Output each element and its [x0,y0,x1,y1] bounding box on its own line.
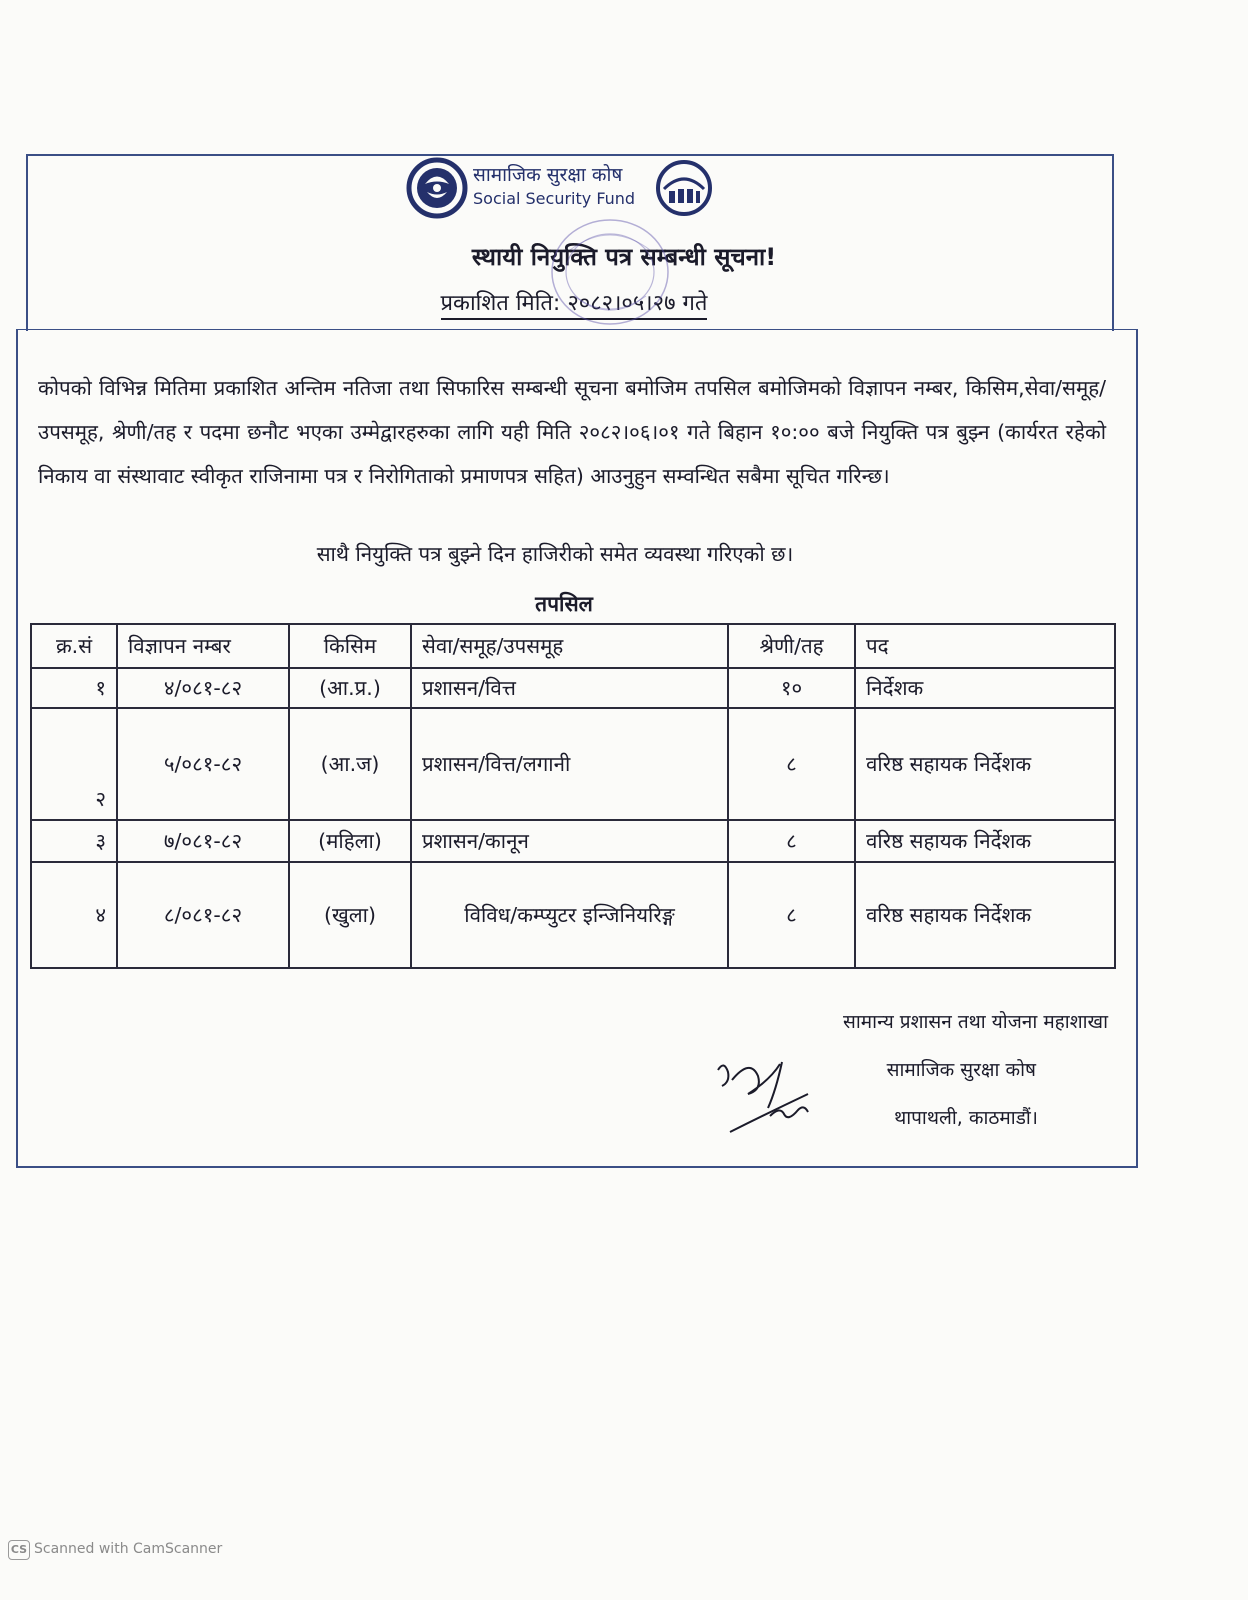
issuer-division: सामान्य प्रशासन तथा योजना महाशाखा [843,1011,1108,1033]
ssf-emblem-icon [405,157,471,219]
cell-serial: १ [31,668,117,708]
scanner-watermark-text: Scanned with CamScanner [34,1541,223,1557]
cell-ad-number: ७/०८१-८२ [117,820,289,862]
cell-ad-number: ८/०८१-८२ [117,862,289,968]
col-header-level: श्रेणी/तह [728,624,855,668]
col-header-service-group: सेवा/समूह/उपसमूह [411,624,728,668]
cell-service-group: प्रशासन/कानून [411,820,728,862]
cell-post: निर्देशक [855,668,1115,708]
cell-post: वरिष्ठ सहायक निर्देशक [855,862,1115,968]
handwritten-signature-icon [710,1050,820,1140]
published-date-text: प्रकाशित मिति: २०८२।०५।२७ गते [441,291,708,320]
cell-serial: ३ [31,820,117,862]
cell-type: (महिला) [289,820,411,862]
org-name-english: Social Security Fund [473,189,636,208]
notice-paragraph: कोपको विभिन्न मितिमा प्रकाशित अन्तिम नतिजा तथा सिफारिस सम्बन्धी सूचना बमोजिम तपसिल बमोजिमको विज्ञापन नम्बर, किसिम,सेवा/समूह/उपसमूह, श्रेणी/तह र पदमा छनौट भएका उम्मेद्वारहरुका लागि यही मिति २०८२।०६।०१ गते बिहान १०:०० बजे नियुक्ति पत्र बुझ्न (कार्यरत रहेको निकाय वा संस्थावाट स्वीकृत राजिनामा पत्र र निरोगिताको प्रमाणपत्र सहित) आउनुहुन सम्वन्धित सबैमा सूचित गरिन्छ। [38,376,1106,488]
notice-title: स्थायी नियुक्ति पत्र सम्बन्धी सूचना! [471,243,777,271]
col-header-serial: क्र.सं [31,624,117,668]
org-name-nepali: सामाजिक सुरक्षा कोष [473,164,623,186]
issuer-address: थापाथली, काठमाडौं। [894,1107,1038,1129]
cell-level: ८ [728,708,855,820]
table-row [31,862,1115,968]
official-stamp-icon [540,210,680,335]
cell-level: ८ [728,862,855,968]
cell-service-group: प्रशासन/वित्त/लगानी [411,708,728,820]
camscanner-logo-icon: CS [8,1540,30,1560]
table-row [31,820,1115,862]
col-header-type: किसिम [289,624,411,668]
cell-service-group: प्रशासन/वित्त [411,668,728,708]
schedule-title: तपसिल [535,592,593,616]
cell-type: (खुला) [289,862,411,968]
cell-post: वरिष्ठ सहायक निर्देशक [855,820,1115,862]
issuer-organization: सामाजिक सुरक्षा कोष [886,1059,1036,1081]
cell-type: (आ.ज) [289,708,411,820]
table-row [31,708,1115,820]
col-header-ad-number: विज्ञापन नम्बर [117,624,289,668]
scanner-watermark [8,1540,222,1560]
cell-serial: ४ [31,862,117,968]
cell-level: १० [728,668,855,708]
notice-paragraph-2: साथै नियुक्ति पत्र बुझ्ने दिन हाजिरीको समेत व्यवस्था गरिएको छ। [316,542,794,566]
cell-ad-number: ४/०८१-८२ [117,668,289,708]
cell-service-group: विविध/कम्प्युटर इन्जिनियरिङ्ग [411,862,728,968]
appointment-table [30,623,1116,969]
col-header-post: पद [855,624,1115,668]
cell-type: (आ.प्र.) [289,668,411,708]
cell-ad-number: ५/०८१-८२ [117,708,289,820]
ssf-secondary-emblem-icon [655,159,713,217]
cell-serial: २ [31,708,117,820]
cell-level: ८ [728,820,855,862]
issuer-block [843,998,1108,1142]
table-header-row [31,624,1115,668]
table-row [31,668,1115,708]
cell-post: वरिष्ठ सहायक निर्देशक [855,708,1115,820]
